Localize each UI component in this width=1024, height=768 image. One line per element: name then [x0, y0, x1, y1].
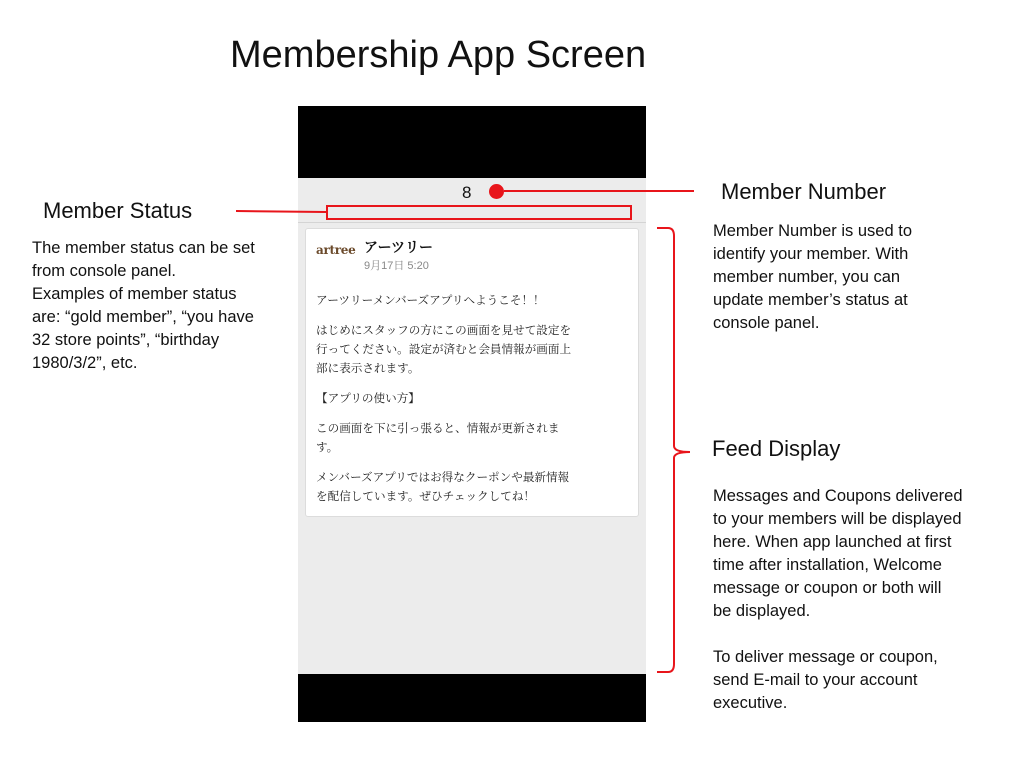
feed-display-description: Messages and Coupons delivered to your members will be displayed here. When app launched at first time after installation, Welcome message or coupon or both will be displayed. To deliver message or coupon, send E-mail to your account executive.	[713, 487, 963, 712]
member-status-description: The member status can be set from console panel. Examples of member status are: “gold member”, “you have 32 store points”, “birthday 1980/3/2”, etc.	[32, 239, 255, 372]
feed-date: 9月17日 5:20	[364, 260, 429, 272]
feed-paragraph: はじめにスタッフの方にこの画面を見せて設定を 行ってください。設定が済むと会員情報が画面上 部に表示されます。	[316, 324, 572, 375]
feed-paragraph: アーツリーメンバーズアプリへようこそ！！	[316, 294, 545, 307]
feed-display-heading: Feed Display	[712, 436, 841, 461]
page-title: Membership App Screen	[230, 34, 647, 76]
member-number-heading: Member Number	[721, 179, 887, 204]
member-number-value: 8	[462, 183, 472, 202]
member-status-connector	[236, 211, 326, 212]
feed-sender-name: アーツリー	[364, 239, 434, 255]
feed-paragraph: メンバーズアプリではお得なクーポンや最新情報 を配信しています。ぜひチェックしてね！	[316, 471, 570, 503]
member-status-heading: Member Status	[43, 198, 193, 223]
feed-paragraph: この画面を下に引っ張ると、情報が更新されま す。	[316, 422, 560, 454]
feed-display-bracket	[657, 228, 690, 672]
sender-logo: artree	[316, 243, 356, 257]
member-number-description: Member Number is used to identify your member. With member number, you can update member’s status at console panel.	[713, 222, 912, 332]
feed-paragraph: 【アプリの使い方】	[316, 392, 420, 405]
